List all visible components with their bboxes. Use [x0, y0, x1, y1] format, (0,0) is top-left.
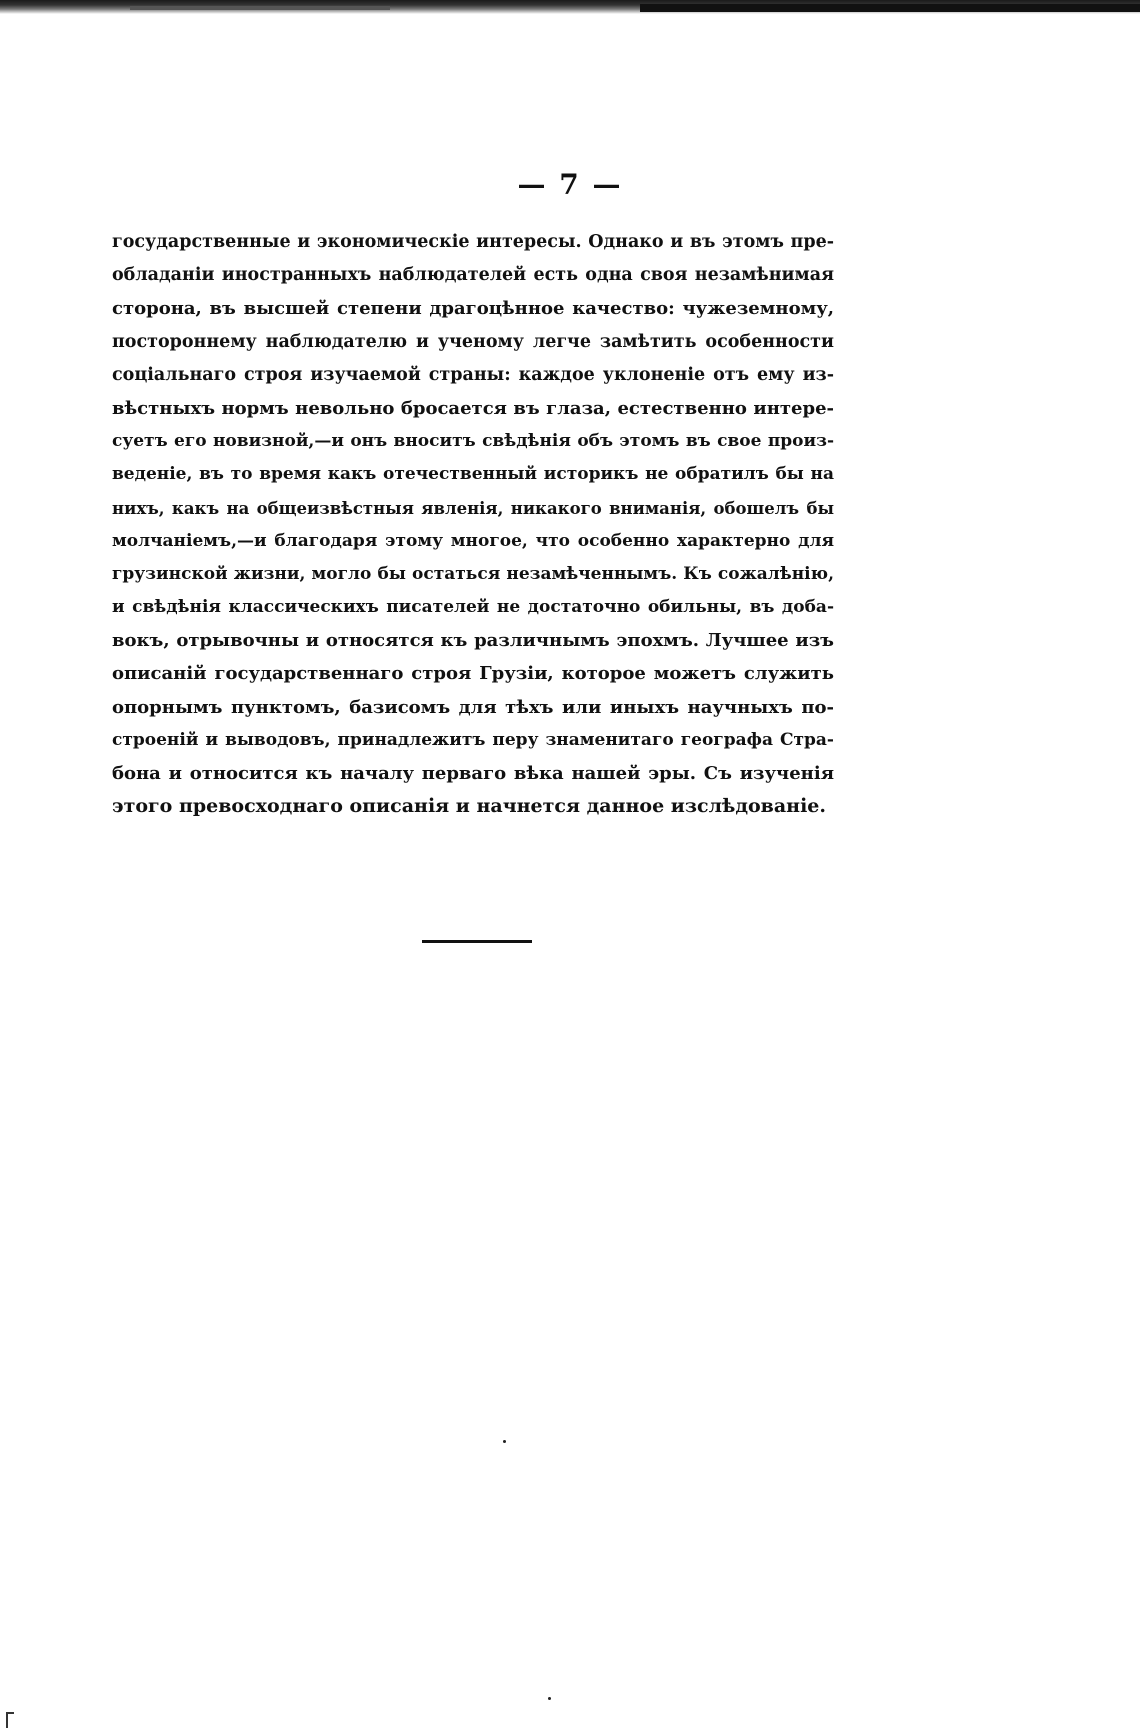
text-line: грузинской жизни, могло бы остаться незамѣченнымъ. Къ сожалѣнію,: [112, 563, 834, 584]
text-line: описаній государственнаго строя Грузіи, которое можетъ служить: [112, 663, 834, 685]
text-line: суетъ его новизной,—и онъ вноситъ свѣдѣнія объ этомъ въ свое произ-: [112, 431, 834, 452]
text-line: обладаніи иностранныхъ наблюдателей есть одна своя незамѣнимая: [112, 265, 834, 286]
text-line: государственные и экономическіе интересы. Однако и въ этомъ пре-: [112, 232, 834, 252]
scan-edge-artifact: [0, 0, 1140, 14]
text-line: молчаніемъ,—и благодаря этому многое, что особенно характерно для: [112, 530, 834, 551]
text-line: строеній и выводовъ, принадлежитъ перу знаменитаго географа Стра-: [112, 729, 834, 750]
scan-speck: [503, 1440, 506, 1443]
text-line: соціальнаго строя изучаемой страны: каждое уклоненіе отъ ему из-: [112, 364, 834, 385]
section-divider: [422, 940, 532, 943]
text-line: вѣстныхъ нормъ невольно бросается въ глаза, естественно интере-: [112, 397, 834, 419]
text-line: опорнымъ пунктомъ, базисомъ для тѣхъ или иныхъ научныхъ по-: [112, 696, 834, 718]
text-line-last: этого превосходнаго описанія и начнется данное изслѣдованіе.: [112, 795, 827, 818]
text-line: нихъ, какъ на общеизвѣстныя явленія, никакого вниманія, обошелъ бы: [112, 498, 834, 518]
text-line: вокъ, отрывочны и относятся къ различнымъ эпохмъ. Лучшее изъ: [112, 630, 834, 652]
page-number: — 7 —: [517, 168, 623, 201]
text-line: постороннему наблюдателю и ученому легче замѣтить особенности: [112, 331, 834, 352]
text-line: бона и относится къ началу перваго вѣка нашей эры. Съ изученія: [112, 763, 834, 784]
text-line: веденіе, въ то время какъ отечественный историкъ не обратилъ бы на: [112, 464, 834, 485]
body-paragraph: [112, 226, 834, 823]
text-line: и свѣдѣнія классическихъ писателей не достаточно обильны, въ доба-: [112, 597, 834, 618]
text-line: сторона, въ высшей степени драгоцѣнное качество: чужеземному,: [112, 298, 834, 320]
scan-corner-mark: [6, 1712, 14, 1728]
scan-speck: [548, 1697, 551, 1700]
